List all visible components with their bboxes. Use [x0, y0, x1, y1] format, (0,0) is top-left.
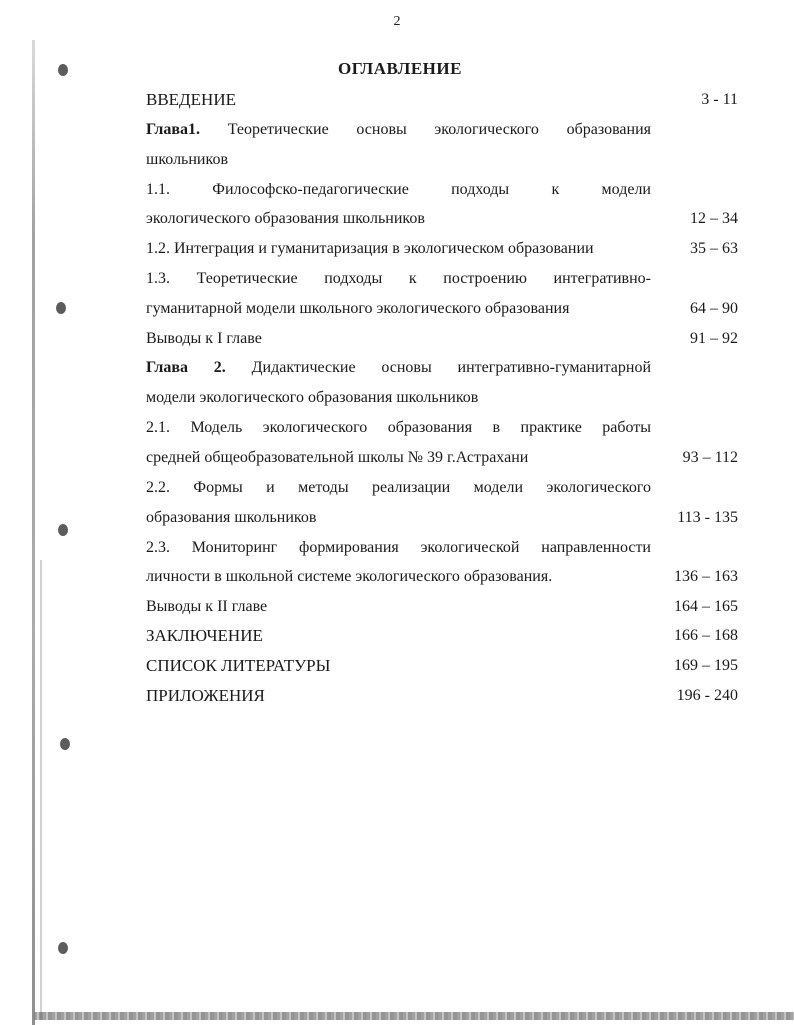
toc-pages-conclusions-2: 164 – 165	[674, 598, 738, 615]
chapter-label: Глава1.	[146, 121, 200, 138]
toc-chapter-2-heading	[146, 358, 651, 378]
chapter-title: Дидактические основы интегративно-гуманитарной	[251, 359, 652, 376]
binding-hole-mark	[56, 302, 66, 314]
toc-entry-2-1: 2.1. Модель экологического образования в практике работы	[146, 419, 651, 436]
toc-entry-2-2-cont: образования школьников	[146, 509, 317, 526]
chapter-label: Глава 2.	[146, 359, 226, 376]
binding-hole-mark	[58, 942, 68, 954]
binding-hole-mark	[58, 64, 68, 76]
toc-entry-conclusions-1: Выводы к I главе	[146, 330, 262, 347]
scan-edge-shadow	[40, 560, 42, 1020]
toc-pages-2-3: 136 – 163	[674, 568, 738, 585]
toc-pages-2-2: 113 - 135	[677, 509, 738, 526]
toc-pages-intro: 3 - 11	[701, 91, 738, 108]
binding-hole-mark	[58, 524, 68, 536]
toc-pages-1-3: 64 – 90	[690, 300, 738, 317]
toc-entry-2-2: 2.2. Формы и методы реализации модели экологического	[146, 479, 651, 496]
scan-edge-shadow	[32, 40, 35, 1025]
toc-pages-references: 169 – 195	[674, 657, 738, 674]
toc-entry-1-1-cont: экологического образования школьников	[146, 210, 425, 227]
toc-pages-2-1: 93 – 112	[682, 449, 738, 466]
toc-entry-2-3-cont: личности в школьной системе экологического образования.	[146, 568, 553, 585]
toc-pages-conclusions-1: 91 – 92	[690, 330, 738, 347]
toc-chapter-1-heading-cont: школьников	[146, 151, 228, 168]
toc-pages-appendix: 196 - 240	[676, 687, 738, 704]
chapter-title: Теоретические основы экологического образования	[227, 121, 651, 138]
scan-bottom-edge	[34, 1012, 794, 1020]
toc-entry-references: СПИСОК ЛИТЕРАТУРЫ	[146, 656, 331, 675]
toc-chapter-2-heading-cont: модели экологического образования школьников	[146, 389, 479, 406]
toc-entry-1-1: 1.1. Философско-педагогические подходы к модели	[146, 181, 651, 198]
toc-entry-1-3: 1.3. Теоретические подходы к построению интегративно-	[146, 270, 651, 287]
toc-entry-2-3: 2.3. Мониторинг формирования экологической направленности	[146, 539, 651, 556]
toc-pages-conclusion: 166 – 168	[674, 627, 738, 644]
toc-entry-appendix: ПРИЛОЖЕНИЯ	[146, 686, 265, 705]
toc-entry-2-1-cont: средней общеобразовательной школы № 39 г.Астрахани	[146, 449, 529, 466]
toc-entry-conclusion: ЗАКЛЮЧЕНИЕ	[146, 626, 263, 645]
toc-pages-1-1: 12 – 34	[690, 210, 738, 227]
toc-entry-intro: ВВЕДЕНИЕ	[146, 90, 236, 109]
toc-title: ОГЛАВЛЕНИЕ	[338, 59, 462, 78]
toc-entry-conclusions-2: Выводы к II главе	[146, 598, 268, 615]
toc-pages-1-2: 35 – 63	[690, 240, 738, 257]
toc-chapter-1-heading	[146, 120, 651, 140]
binding-hole-mark	[60, 738, 70, 750]
toc-entry-1-3-cont: гуманитарной модели школьного экологического образования	[146, 300, 570, 317]
toc-entry-1-2: 1.2. Интеграция и гуманитаризация в экологическом образовании	[146, 240, 594, 257]
page-number: 2	[393, 14, 401, 29]
